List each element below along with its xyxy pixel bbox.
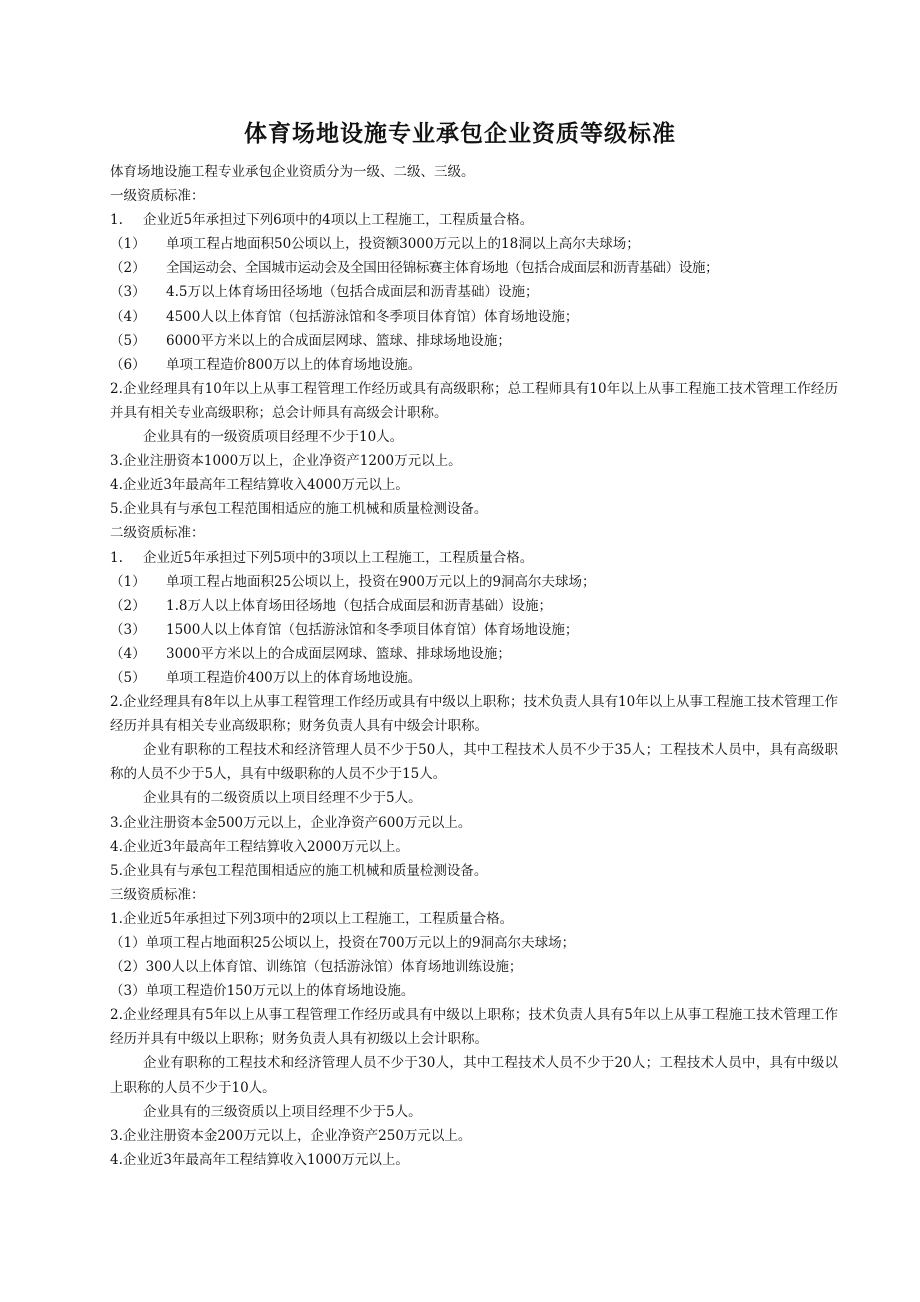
subitem-label: （1）: [110, 573, 146, 590]
subitem-text: 1.8万人以上体育场田径场地（包括合成面层和沥青基础）设施；: [166, 597, 552, 614]
subitem-label: （1）: [110, 935, 146, 951]
subitem-text: 4.5万以上体育场田径场地（包括合成面层和沥青基础）设施；: [166, 284, 539, 301]
subitem-label: （2）: [110, 260, 146, 277]
level1-subitem: [110, 329, 838, 353]
subitem-text: 单项工程占地面积25公顷以上，投资在900万元以上的9洞高尔夫球场；: [166, 573, 596, 590]
level3-item2-extra2: 企业具有的三级资质以上项目经理不少于5人。: [143, 1103, 422, 1120]
level2-item3: 3.企业注册资本金500万元以上，企业净资产600万元以上。: [110, 814, 472, 831]
subitem-text: 单项工程占地面积50公顷以上，投资额3000万元以上的18洞以上高尔夫球场；: [166, 236, 640, 253]
level1-item2-extra: 企业具有的一级资质项目经理不少于10人。: [143, 429, 404, 446]
subitem-text: 单项工程占地面积25公顷以上，投资在700万元以上的9洞高尔夫球场；: [145, 935, 576, 951]
item-number: 1.: [110, 549, 123, 566]
level2-subitem: [110, 618, 838, 642]
item-number: 1.: [110, 212, 123, 229]
subitem-text: 6000平方米以上的合成面层网球、篮球、排球场地设施；: [166, 332, 511, 349]
level3-item3: 3.企业注册资本金200万元以上，企业净资产250万元以上。: [110, 1127, 472, 1144]
subitem-text: 1500人以上体育馆（包括游泳馆和冬季项目体育馆）体育场地设施；: [166, 621, 579, 638]
subitem-label: （3）: [110, 621, 146, 638]
level2-item2-extra2: 企业具有的二级资质以上项目经理不少于5人。: [143, 790, 422, 807]
level2-item1: [110, 546, 838, 570]
level1-item2: 2.企业经理具有10年以上从事工程管理工作经历或具有高级职称；总工程师具有10年以上从事工程施工技术管理工作经历并具有相关专业高级职称；总会计师具有高级会计职称。: [110, 380, 838, 421]
level2-heading: 二级资质标准：: [110, 525, 205, 542]
level3-subitem: [110, 979, 838, 1003]
level2-subitem: [110, 594, 838, 618]
subitem-label: （4）: [110, 308, 146, 325]
level3-item1: 1.企业近5年承担过下列3项中的2项以上工程施工，工程质量合格。: [110, 910, 514, 927]
level3-item2-extra1: 企业有职称的工程技术和经济管理人员不少于30人，其中工程技术人员不少于20人；工程技术人员中，具有中级以上职称的人员不少于10人。: [110, 1055, 838, 1096]
item-text: 企业近5年承担过下列6项中的4项以上工程施工，工程质量合格。: [143, 212, 534, 229]
item-text: 企业近5年承担过下列5项中的3项以上工程施工，工程质量合格。: [143, 549, 534, 566]
subitem-label: （3）: [110, 284, 146, 301]
level1-subitem: [110, 305, 838, 329]
level1-subitem: [110, 256, 838, 280]
subitem-label: （6）: [110, 356, 146, 373]
level1-subitem: [110, 353, 838, 377]
level1-subitem: [110, 232, 838, 256]
level2-subitem: [110, 570, 838, 594]
subitem-text: 300人以上体育馆、训练馆（包括游泳馆）体育场地训练设施；: [145, 959, 523, 976]
level2-item2-extra1: 企业有职称的工程技术和经济管理人员不少于50人，其中工程技术人员不少于35人；工程技术人员中，具有高级职称的人员不少于5人，具有中级职称的人员不少于15人。: [110, 742, 838, 783]
level2-item5: 5.企业具有与承包工程范围相适应的施工机械和质量检测设备。: [110, 862, 488, 879]
level1-item5: 5.企业具有与承包工程范围相适应的施工机械和质量检测设备。: [110, 501, 488, 518]
level1-item3: 3.企业注册资本1000万以上，企业净资产1200万元以上。: [110, 453, 462, 470]
page-title: 体育场地设施专业承包企业资质等级标准: [244, 121, 676, 147]
level2-item4: 4.企业近3年最高年工程结算收入2000万元以上。: [110, 838, 409, 855]
subitem-label: （3）: [110, 983, 146, 1000]
subitem-label: （4）: [110, 645, 146, 662]
level3-item4: 4.企业近3年最高年工程结算收入1000万元以上。: [110, 1151, 409, 1168]
level1-item1: [110, 208, 838, 232]
document-body: [110, 160, 838, 1172]
subitem-label: （2）: [110, 597, 146, 614]
subitem-text: 4500人以上体育馆（包括游泳馆和冬季项目体育馆）体育场地设施；: [166, 308, 579, 325]
subitem-text: 单项工程造价800万以上的体育场地设施。: [166, 356, 422, 373]
subitem-text: 3000平方米以上的合成面层网球、篮球、排球场地设施；: [166, 645, 511, 662]
level2-subitem: [110, 642, 838, 666]
level3-subitem: [110, 955, 838, 979]
subitem-label: （1）: [110, 236, 146, 253]
level2-subitem: [110, 666, 838, 690]
level3-heading: 三级资质标准：: [110, 886, 205, 903]
subitem-label: （5）: [110, 669, 146, 686]
subitem-text: 单项工程造价150万元以上的体育场地设施。: [145, 983, 415, 1000]
level3-item2: 2.企业经理具有5年以上从事工程管理工作经历或具有中级以上职称；技术负责人具有5年以上从事工程施工技术管理工作经历并具有中级以上职称；财务负责人具有初级以上会计职称。: [110, 1007, 838, 1048]
intro-paragraph: 体育场地设施工程专业承包企业资质分为一级、二级、三级。: [110, 164, 475, 180]
subitem-label: （5）: [110, 332, 146, 349]
level2-item2: 2.企业经理具有8年以上从事工程管理工作经历或具有中级以上职称；技术负责人具有10年以上从事工程施工技术管理工作经历并具有相关专业高级职称；财务负责人具有中级会计职称。: [110, 694, 838, 735]
level1-subitem: [110, 280, 838, 304]
subitem-text: 全国运动会、全国城市运动会及全国田径锦标赛主体育场地（包括合成面层和沥青基础）设施；: [166, 260, 719, 277]
level1-heading: 一级资质标准：: [110, 188, 205, 205]
level1-item4: 4.企业近3年最高年工程结算收入4000万元以上。: [110, 477, 409, 494]
level3-subitem: [110, 931, 838, 955]
subitem-label: （2）: [110, 959, 146, 976]
subitem-text: 单项工程造价400万以上的体育场地设施。: [166, 669, 422, 686]
